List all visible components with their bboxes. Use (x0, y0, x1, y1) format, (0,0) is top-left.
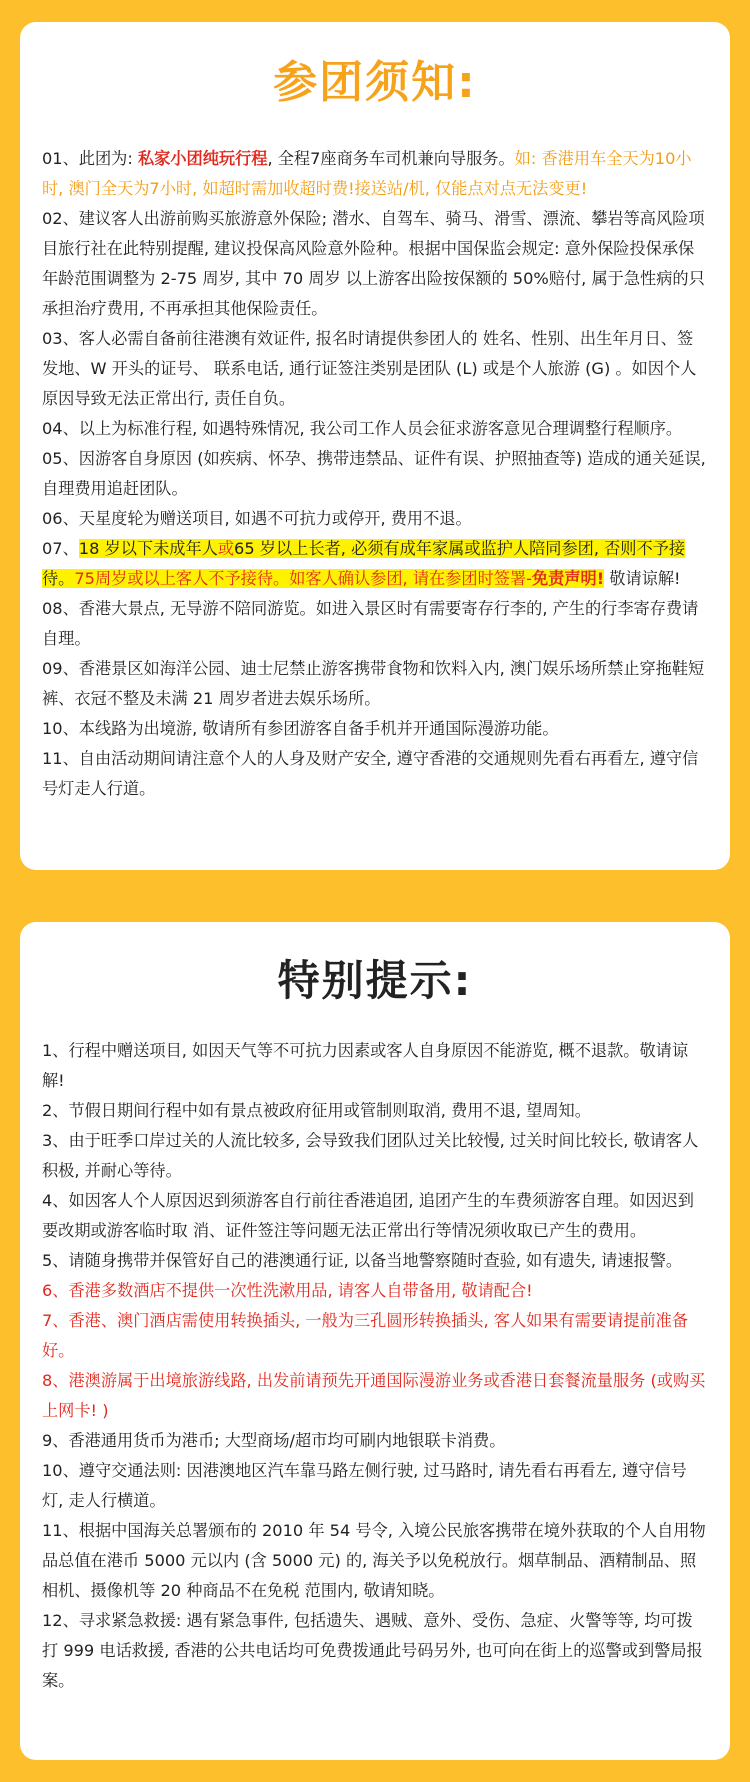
notice-item-01-time-note: 如: 香港用车全天为10小时, 澳门全天为7小时, 如超时需加收超时费!接送站/机, 仅能点对点无法变更! (42, 149, 692, 198)
notice-item-01-prefix: 01、此团为: (42, 149, 138, 168)
notice-item-07-minors: 18 岁以下未成年人 (78, 539, 218, 558)
tip-item-08: 8、港澳游属于出境旅游线路, 出发前请预先开通国际漫游业务或香港日套餐流量服务 (或购买上网卡! ) (42, 1371, 706, 1420)
tip-item-04: 4、如因客人个人原因迟到须游客自行前往香港追团, 追团产生的车费须游客自理。如因迟到要改期或游客临时取 消、证件签注等问题无法正常出行等情况须收取已产生的费用。 (42, 1191, 694, 1240)
tip-item-09: 9、香港通用货币为港币; 大型商场/超市均可刷内地银联卡消费。 (42, 1431, 506, 1450)
notice-item-01-tour-type: 私家小团纯玩行程 (137, 149, 268, 168)
notice-item-05: 05、因游客自身原因 (如疾病、怀孕、携带违禁品、证件有误、护照抽查等) 造成的通关延误, 自理费用追赶团队。 (42, 449, 706, 498)
notice-item-07 (42, 534, 708, 594)
notice-item-07-disclaimer: 免责声明! (531, 569, 605, 588)
tip-item-06: 6、香港多数酒店不提供一次性洗漱用品, 请客人自带备用, 敬请配合! (42, 1281, 533, 1300)
notice-item-09: 09、香港景区如海洋公园、迪士尼禁止游客携带食物和饮料入内, 澳门娱乐场所禁止穿拖鞋短裤、衣冠不整及未满 21 周岁者进去娱乐场所。 (42, 659, 705, 708)
notice-item-01 (42, 144, 708, 204)
notice-list (42, 144, 708, 804)
notice-item-11: 11、自由活动期间请注意个人的人身及财产安全, 遵守香港的交通规则先看右再看左, 遵守信号灯走人行道。 (42, 749, 699, 798)
tip-item-01: 1、行程中赠送项目, 如因天气等不可抗力因素或客人自身原因不能游览, 概不退款。敬请谅解! (42, 1041, 689, 1090)
notice-item-07-elderly: 65 岁以上长者, 必须有成年家属或监护人陪同参团, 否则不予接待。 (42, 539, 686, 588)
tips-card (20, 922, 730, 1760)
tip-item-12: 12、寻求紧急救援: 遇有紧急事件, 包括遗失、遇贼、意外、受伤、急症、火警等等, 均可拨打 999 电话救援, 香港的公共电话均可免费拨通此号码另外, 也可向在街上的巡警或到警局报案。 (42, 1611, 703, 1690)
notice-item-04: 04、以上为标准行程, 如遇特殊情况, 我公司工作人员会征求游客意见合理调整行程顺序。 (42, 419, 683, 438)
tip-item-02: 2、节假日期间行程中如有景点被政府征用或管制则取消, 费用不退, 望周知。 (42, 1101, 591, 1120)
notice-item-10: 10、本线路为出境游, 敬请所有参团游客自备手机并开通国际漫游功能。 (42, 719, 559, 738)
notice-item-07-age-limit: 75周岁或以上客人不予接待。如客人确认参团, 请在参团时签署- (74, 569, 532, 588)
notice-item-08: 08、香港大景点, 无导游不陪同游览。如进入景区时有需要寄存行李的, 产生的行李寄存费请自理。 (42, 599, 699, 648)
notice-item-01-service: , 全程7座商务车司机兼向导服务。 (267, 149, 515, 168)
notice-item-07-prefix: 07、 (42, 539, 79, 558)
notice-item-07-or: 或 (217, 539, 235, 558)
tip-item-03: 3、由于旺季口岸过关的人流比较多, 会导致我们团队过关比较慢, 过关时间比较长, 敬请客人积极, 并耐心等待。 (42, 1131, 699, 1180)
tips-title: 特别提示: (277, 956, 473, 1005)
notice-title: 参团须知: (273, 57, 477, 108)
tip-item-07: 7、香港、澳门酒店需使用转换插头, 一般为三孔圆形转换插头, 客人如果有需要请提前准备好。 (42, 1311, 689, 1360)
notice-item-02: 02、建议客人出游前购买旅游意外保险; 潜水、自驾车、骑马、滑雪、漂流、攀岩等高风险项目旅行社在此特别提醒, 建议投保高风险意外险种。根据中国保监会规定: 意外保险投保承保年龄范围调整为 2-75 周岁, 其中 70 周岁 以上游客出险按保额的 50%赔付, 属于急性病的只承担治疗费用, 不再承担其他保险责任。 (42, 209, 705, 318)
notice-item-07-apology: 敬请谅解! (604, 569, 681, 588)
tips-list (42, 1036, 708, 1696)
tip-item-11: 11、根据中国海关总署颁布的 2010 年 54 号令, 入境公民旅客携带在境外获取的个人自用物品总值在港币 5000 元以内 (含 5000 元) 的, 海关予以免税放行。烟草制品、酒精制品、照相机、摄像机等 20 种商品不在免税 范围内, 敬请知晓。 (42, 1521, 706, 1600)
notice-item-06: 06、天星度轮为赠送项目, 如遇不可抗力或停开, 费用不退。 (42, 509, 472, 528)
notice-item-03: 03、客人必需自备前往港澳有效证件, 报名时请提供参团人的 姓名、性别、出生年月日、签发地、W 开头的证号、 联系电话, 通行证签注类别是团队 (L) 或是个人旅游 (G) 。如因个人原因导致无法正常出行, 责任自负。 (42, 329, 697, 408)
notice-card (20, 22, 730, 870)
tip-item-05: 5、请随身携带并保管好自己的港澳通行证, 以备当地警察随时查验, 如有遗失, 请速报警。 (42, 1251, 683, 1270)
tip-item-10: 10、遵守交通法则: 因港澳地区汽车靠马路左侧行驶, 过马路时, 请先看右再看左, 遵守信号灯, 走人行横道。 (42, 1461, 687, 1510)
